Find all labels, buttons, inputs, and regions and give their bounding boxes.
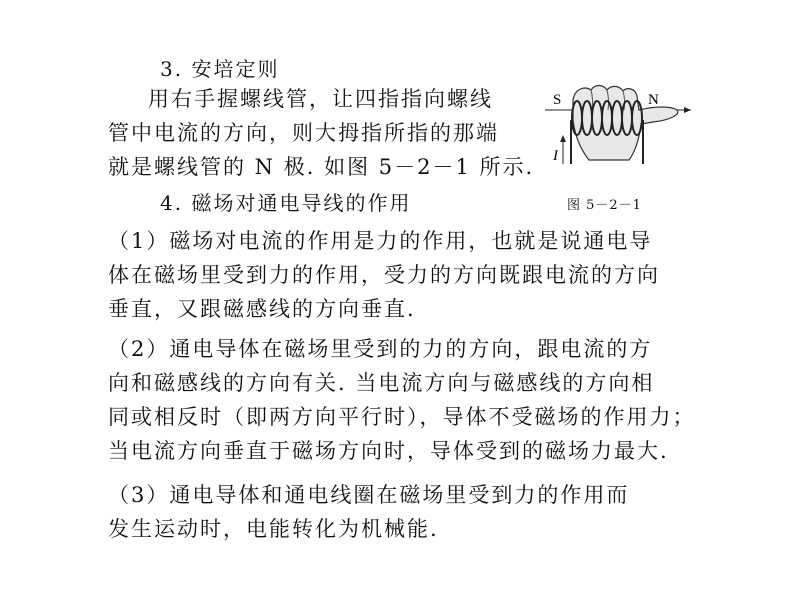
section3-line-2: 管中电流的方向，则大拇指所指的那端 [108,121,499,145]
para2-line-1: （2）通电导体在磁场里受到的力的方向，跟电流的方 [108,337,653,361]
para3-line-1: （3）通电导体和通电线圈在磁场里受到力的作用而 [108,483,630,507]
para2-line-2: 向和磁感线的方向有关. 当电流方向与磁感线的方向相 [108,371,655,395]
label-n: N [648,92,659,108]
para2-line-4: 当电流方向垂直于磁场方向时，导体受到的磁场力最大. [108,439,669,463]
label-s: S [553,92,562,108]
section4-heading: 4. 磁场对通电导线的作用 [160,191,412,215]
figure-caption: 图 5－2－1 [567,198,642,213]
para2-line-3: 同或相反时（即两方向平行时），导体不受磁场的作用力； [108,405,696,429]
section3-heading: 3. 安培定则 [160,57,280,81]
section3-line-1: 用右手握螺线管，让四指指向螺线 [148,87,493,111]
para1-line-3: 垂直，又跟磁感线的方向垂直. [108,297,416,321]
para1-line-1: （1）磁场对电流的作用是力的作用，也就是说通电导 [108,229,653,253]
section3-line-3: 就是螺线管的 N 极. 如图 5－2－1 所示. [108,155,535,179]
para1-line-2: 体在磁场里受到力的作用，受力的方向既跟电流的方向 [108,263,660,287]
right-hand-solenoid-icon [543,80,693,175]
label-current: I [553,148,558,164]
para3-line-2: 发生运动时，电能转化为机械能. [108,517,439,541]
solenoid-figure [543,80,693,175]
